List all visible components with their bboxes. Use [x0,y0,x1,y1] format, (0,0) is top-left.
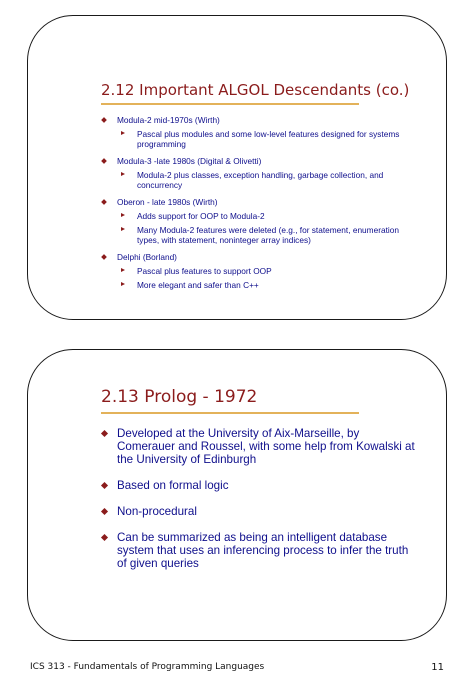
bullet-text: Oberon - late 1980s (Wirth) [117,197,218,207]
triangle-bullet-icon [121,172,125,176]
sub-bullet-item [117,225,420,245]
footer-course: ICS 313 - Fundamentals of Programming Languages [30,662,265,672]
diamond-bullet-icon [101,158,107,164]
sub-bullet-text: Pascal plus features to support OOP [137,266,272,276]
diamond-bullet-icon [101,254,107,260]
sub-bullet-item [117,280,420,290]
diamond-bullet-icon [101,534,108,541]
sub-bullet-text: Modula-2 plus classes, exception handling, garbage collection, and concurrency [137,170,384,190]
bullet-text: Based on formal logic [117,479,229,492]
bullet-item [101,427,420,466]
bullet-item [101,531,420,570]
triangle-bullet-icon [121,268,125,272]
sub-bullet-item [117,129,420,149]
diamond-bullet-icon [101,199,107,205]
slide-2-13 [27,349,447,641]
sub-bullet-item [117,170,420,190]
bullet-item [101,156,420,190]
diamond-bullet-icon [101,508,108,515]
sub-bullet-item [117,211,420,221]
bullet-text: Delphi (Borland) [117,252,177,262]
bullet-item [101,479,420,492]
diamond-bullet-icon [101,482,108,489]
bullet-text: Modula-3 -late 1980s (Digital & Olivetti) [117,156,262,166]
triangle-bullet-icon [121,227,125,231]
sub-bullet-item [117,266,420,276]
slide-title: 2.13 Prolog - 1972 [101,387,258,407]
triangle-bullet-icon [121,213,125,217]
diamond-bullet-icon [101,430,108,437]
title-underline [101,412,359,414]
bullet-list [101,427,420,583]
bullet-text: Can be summarized as being an intelligent database system that uses an inferencing process to infer the truth of given queries [117,531,409,570]
page-number: 11 [431,662,444,673]
sub-bullet-text: Many Modula-2 features were deleted (e.g., for statement, enumeration types, with statement, noninteger array indices) [137,225,399,245]
triangle-bullet-icon [121,131,125,135]
sub-bullet-text: Pascal plus modules and some low-level features designed for systems programming [137,129,400,149]
bullet-text: Developed at the University of Aix-Marseille, by Comerauer and Roussel, with some help from Kowalski at the University of Edinburgh [117,427,415,466]
bullet-item [101,197,420,245]
sub-bullet-text: Adds support for OOP to Modula-2 [137,211,265,221]
sub-bullet-text: More elegant and safer than C++ [137,280,259,290]
slide-2-12 [27,15,447,320]
bullet-item [101,115,420,149]
slide-title: 2.12 Important ALGOL Descendants (co.) [101,81,410,99]
bullet-item [101,505,420,518]
triangle-bullet-icon [121,282,125,286]
bullet-item [101,252,420,290]
title-underline [101,103,359,105]
diamond-bullet-icon [101,117,107,123]
bullet-list [101,115,420,297]
bullet-text: Non-procedural [117,505,197,518]
bullet-text: Modula-2 mid-1970s (Wirth) [117,115,220,125]
